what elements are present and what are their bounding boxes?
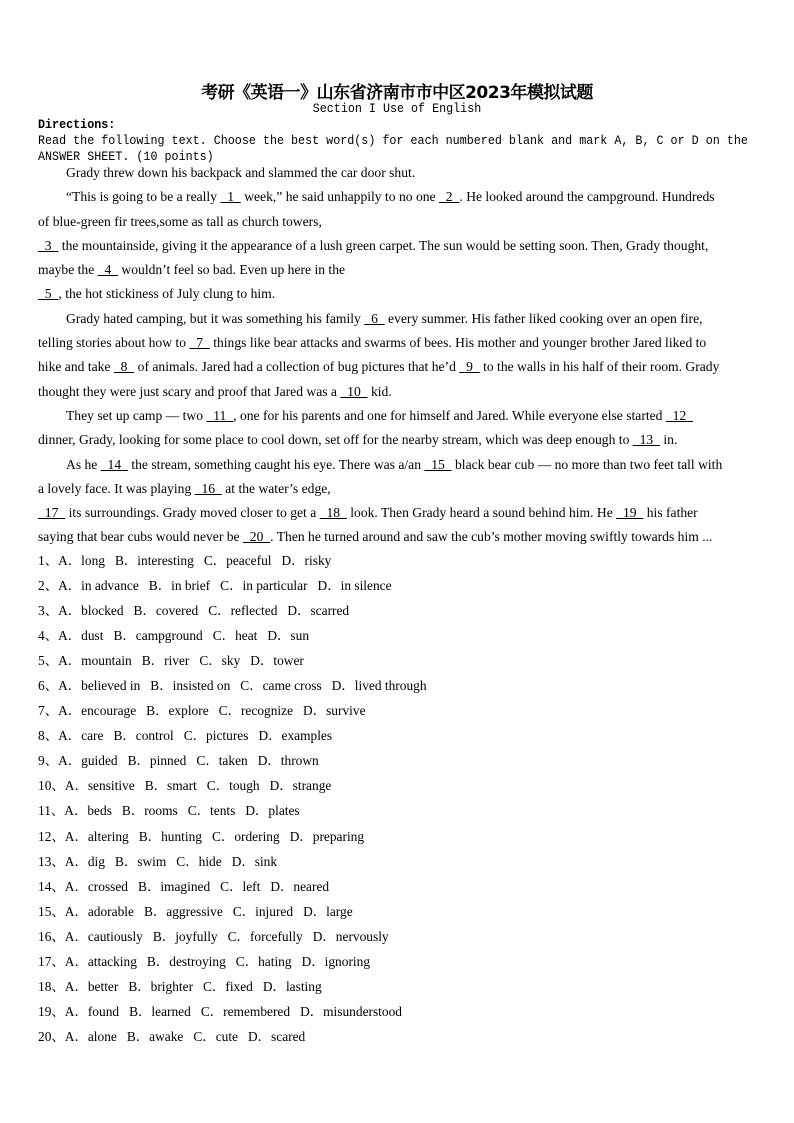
option-c: C．ordering [212, 828, 280, 844]
blank-6: 6 [364, 310, 385, 326]
passage-text: wouldn’t feel so bad. Even up here in the [118, 262, 346, 278]
directions-text: Read the following text. Choose the best word(s) for each numbered blank and mark A, B, C or D on the [38, 134, 748, 148]
passage-text: of animals. Jared had a collection of bug pictures that he’d [134, 359, 460, 375]
cloze-passage [38, 163, 763, 552]
question-number: 5、 [38, 653, 59, 669]
question-number: 6、 [38, 678, 59, 694]
option-c: C．cute [193, 1028, 238, 1044]
blank-16: 16 [194, 480, 222, 496]
blank-7: 7 [189, 335, 210, 351]
option-c: C．hide [176, 853, 222, 869]
passage-line [38, 503, 763, 527]
option-c: C．recognize [218, 703, 294, 719]
option-d: D．large [303, 903, 353, 919]
option-a: A．better [64, 978, 119, 994]
option-d: D．neared [270, 878, 330, 894]
question-number: 14、 [38, 878, 65, 894]
option-c: C．injured [232, 903, 294, 919]
option-d: D．in silence [317, 578, 392, 594]
question-item [38, 1002, 437, 1027]
passage-text: hike and take [38, 359, 114, 375]
question-number: 12、 [38, 828, 65, 844]
blank-18: 18 [319, 505, 347, 521]
passage-line [38, 430, 763, 454]
option-c: C．forcefully [227, 928, 303, 944]
passage-text: saying that bear cubs would never be [38, 529, 243, 545]
option-c: C．taken [196, 753, 248, 769]
question-item [38, 601, 437, 626]
passage-line [38, 260, 763, 284]
passage-line [38, 455, 763, 479]
option-b: B．joyfully [152, 928, 218, 944]
passage-text: maybe the [38, 262, 98, 278]
passage-text: , the hot stickiness of July clung to him. [58, 286, 276, 302]
question-number: 15、 [38, 903, 65, 919]
passage-text: They set up camp — two [66, 407, 207, 423]
option-a: A．attacking [64, 953, 137, 969]
option-a: A．believed in [58, 678, 141, 694]
question-number: 11、 [38, 803, 65, 819]
question-item [38, 676, 437, 701]
option-d: D．risky [281, 553, 332, 568]
option-d: D．strange [269, 778, 332, 794]
option-d: D．lived through [331, 678, 427, 694]
blank-3: 3 [38, 237, 59, 253]
option-a: A．mountain [58, 653, 132, 669]
passage-text: at the water’s edge, [221, 480, 331, 496]
blank-20: 20 [242, 529, 271, 545]
option-b: B．explore [146, 703, 209, 719]
option-b: B．covered [133, 603, 199, 619]
passage-line [38, 163, 763, 187]
question-number: 18、 [38, 978, 65, 994]
option-c: C．pictures [183, 728, 249, 744]
passage-line [38, 479, 763, 503]
question-item [38, 977, 437, 1002]
question-number: 17、 [38, 953, 65, 969]
passage-text: . Then he turned around and saw the cub’s mother moving swiftly towards him ... [270, 529, 713, 545]
passage-line [38, 309, 763, 333]
passage-text: to the walls in his half of their room. Grady [479, 359, 720, 375]
option-a: A．crossed [64, 878, 129, 894]
option-d: D．examples [258, 728, 333, 744]
passage-text: every summer. His father liked cooking over an open fire, [384, 310, 703, 326]
passage-line [38, 382, 763, 406]
passage-text: dinner, Grady, looking for some place to cool down, set off for the nearby stream, which was deep enough to [38, 432, 633, 448]
question-number: 13、 [38, 853, 65, 869]
option-b: B．awake [126, 1028, 184, 1044]
question-number: 10、 [38, 778, 65, 794]
passage-line [38, 357, 763, 381]
option-c: C．peaceful [203, 553, 272, 568]
blank-19: 19 [616, 505, 644, 521]
passage-text: his father [643, 505, 698, 521]
question-item [38, 776, 437, 801]
blank-9: 9 [459, 359, 480, 375]
option-c: C．in particular [220, 578, 308, 594]
option-a: A．in advance [58, 578, 139, 594]
question-item [38, 551, 437, 576]
question-item [38, 801, 437, 826]
option-a: A．guided [58, 753, 118, 769]
question-item [38, 751, 437, 776]
question-item [38, 701, 437, 726]
option-b: B．smart [144, 778, 197, 794]
option-a: A．sensitive [64, 778, 135, 794]
passage-line [38, 284, 763, 308]
question-number: 16、 [38, 928, 65, 944]
question-item [38, 952, 437, 977]
question-number: 1、 [38, 553, 59, 568]
option-a: A．found [64, 1003, 120, 1019]
question-number: 9、 [38, 753, 59, 769]
option-b: B．destroying [146, 953, 226, 969]
blank-14: 14 [100, 456, 128, 472]
option-c: C．hating [235, 953, 292, 969]
option-b: B．insisted on [150, 678, 231, 694]
question-item [38, 576, 437, 601]
question-number: 2、 [38, 578, 59, 594]
option-b: B．rooms [121, 803, 178, 819]
option-c: C．remembered [200, 1003, 291, 1019]
option-c: C．tough [206, 778, 260, 794]
passage-text: a lovely face. It was playing [38, 480, 195, 496]
option-d: D．plates [245, 803, 300, 819]
option-b: B．river [141, 653, 190, 669]
question-number: 7、 [38, 703, 59, 719]
passage-text: black bear cub — no more than two feet tall with [451, 456, 723, 472]
passage-text: Grady hated camping, but it was something his family [66, 310, 365, 326]
option-a: A．alone [64, 1028, 117, 1044]
question-number: 3、 [38, 603, 59, 619]
option-a: A．long [58, 553, 105, 568]
passage-text: of blue-green fir trees,some as tall as church towers, [38, 213, 322, 229]
passage-text: telling stories about how to [38, 335, 190, 351]
option-a: A．care [58, 728, 104, 744]
option-c: C．reflected [208, 603, 278, 619]
question-item [38, 1027, 437, 1052]
blank-2: 2 [439, 189, 460, 205]
blank-13: 13 [632, 432, 660, 448]
option-b: B．pinned [127, 753, 187, 769]
passage-text: things like bear attacks and swarms of bees. His mother and younger brother Jared liked to [209, 335, 707, 351]
passage-text: look. Then Grady heard a sound behind him. He [346, 505, 617, 521]
option-c: C．sky [199, 653, 241, 669]
blank-5: 5 [38, 286, 59, 302]
option-a: A．blocked [58, 603, 124, 619]
option-b: B．brighter [128, 978, 194, 994]
question-item [38, 626, 437, 651]
passage-text: , one for his parents and one for himself and Jared. While everyone else started [233, 407, 666, 423]
option-b: B．interesting [114, 553, 194, 568]
option-a: A．altering [64, 828, 129, 844]
question-number: 20、 [38, 1028, 65, 1044]
option-d: D．misunderstood [300, 1003, 402, 1019]
option-d: D．scared [248, 1028, 306, 1044]
option-c: C．came cross [240, 678, 322, 694]
question-number: 4、 [38, 628, 59, 644]
passage-line [38, 187, 763, 211]
option-a: A．dust [58, 628, 104, 644]
option-b: B．in brief [148, 578, 211, 594]
passage-text: thought they were just scary and proof that Jared was a [38, 383, 341, 399]
passage-text: kid. [367, 383, 392, 399]
option-a: A．beds [64, 803, 112, 819]
option-a: A．adorable [64, 903, 134, 919]
passage-text: Grady threw down his backpack and slammed the car door shut. [66, 165, 416, 180]
question-number: 19、 [38, 1003, 65, 1019]
passage-text: As he [66, 456, 101, 472]
blank-11: 11 [206, 407, 234, 423]
passage-line [38, 212, 763, 236]
option-d: D．sink [231, 853, 278, 869]
option-a: A．encourage [58, 703, 137, 719]
option-c: C．heat [212, 628, 258, 644]
passage-text: week,” he said unhappily to no one [240, 189, 439, 205]
question-item [38, 877, 437, 902]
option-b: B．campground [113, 628, 203, 644]
question-item [38, 902, 437, 927]
blank-12: 12 [665, 407, 694, 423]
question-list [38, 551, 437, 1052]
question-item [38, 852, 437, 877]
blank-15: 15 [424, 456, 452, 472]
option-d: D．scarred [287, 603, 350, 619]
option-b: B．hunting [138, 828, 202, 844]
section-heading: Section I Use of English [312, 101, 482, 116]
option-b: B．swim [114, 853, 167, 869]
option-b: B．learned [129, 1003, 191, 1019]
option-d: D．ignoring [301, 953, 371, 969]
option-d: D．preparing [289, 828, 365, 844]
blank-10: 10 [340, 383, 368, 399]
document-title: 考研《英语一》山东省济南市市中区2023年模拟试题 [201, 83, 593, 103]
option-b: B．control [113, 728, 174, 744]
passage-text: in. [659, 432, 678, 448]
option-d: D．tower [250, 653, 304, 669]
passage-text: the mountainside, giving it the appearance of a lush green carpet. The sun would be setting soon. Then, Grady thought, [58, 237, 709, 253]
directions-label: Directions: [38, 118, 116, 132]
question-item [38, 927, 437, 952]
passage-line [38, 236, 763, 260]
blank-4: 4 [97, 262, 119, 278]
option-a: A．cautiously [64, 928, 143, 944]
option-c: C．left [220, 878, 261, 894]
passage-text: . He looked around the campground. Hundreds [459, 189, 715, 205]
question-item [38, 651, 437, 676]
option-d: D．lasting [262, 978, 322, 994]
option-b: B．imagined [138, 878, 211, 894]
option-d: D．survive [303, 703, 366, 719]
option-b: B．aggressive [143, 903, 223, 919]
option-d: D．thrown [257, 753, 319, 769]
question-number: 8、 [38, 728, 59, 744]
directions-text-continued: ANSWER SHEET. (10 points) [38, 150, 214, 164]
blank-8: 8 [113, 359, 135, 375]
blank-1: 1 [220, 189, 241, 205]
blank-17: 17 [38, 505, 66, 521]
option-d: D．sun [267, 628, 310, 644]
passage-line [38, 527, 763, 551]
option-c: C．fixed [203, 978, 253, 994]
question-item [38, 827, 437, 852]
passage-text: “This is going to be a really [66, 189, 221, 205]
option-d: D．nervously [312, 928, 389, 944]
option-a: A．dig [64, 853, 105, 869]
passage-text: its surroundings. Grady moved closer to get a [65, 505, 320, 521]
passage-line [38, 333, 763, 357]
passage-text: the stream, something caught his eye. There was a/an [127, 456, 425, 472]
option-c: C．tents [187, 803, 236, 819]
question-item [38, 726, 437, 751]
passage-line [38, 406, 763, 430]
